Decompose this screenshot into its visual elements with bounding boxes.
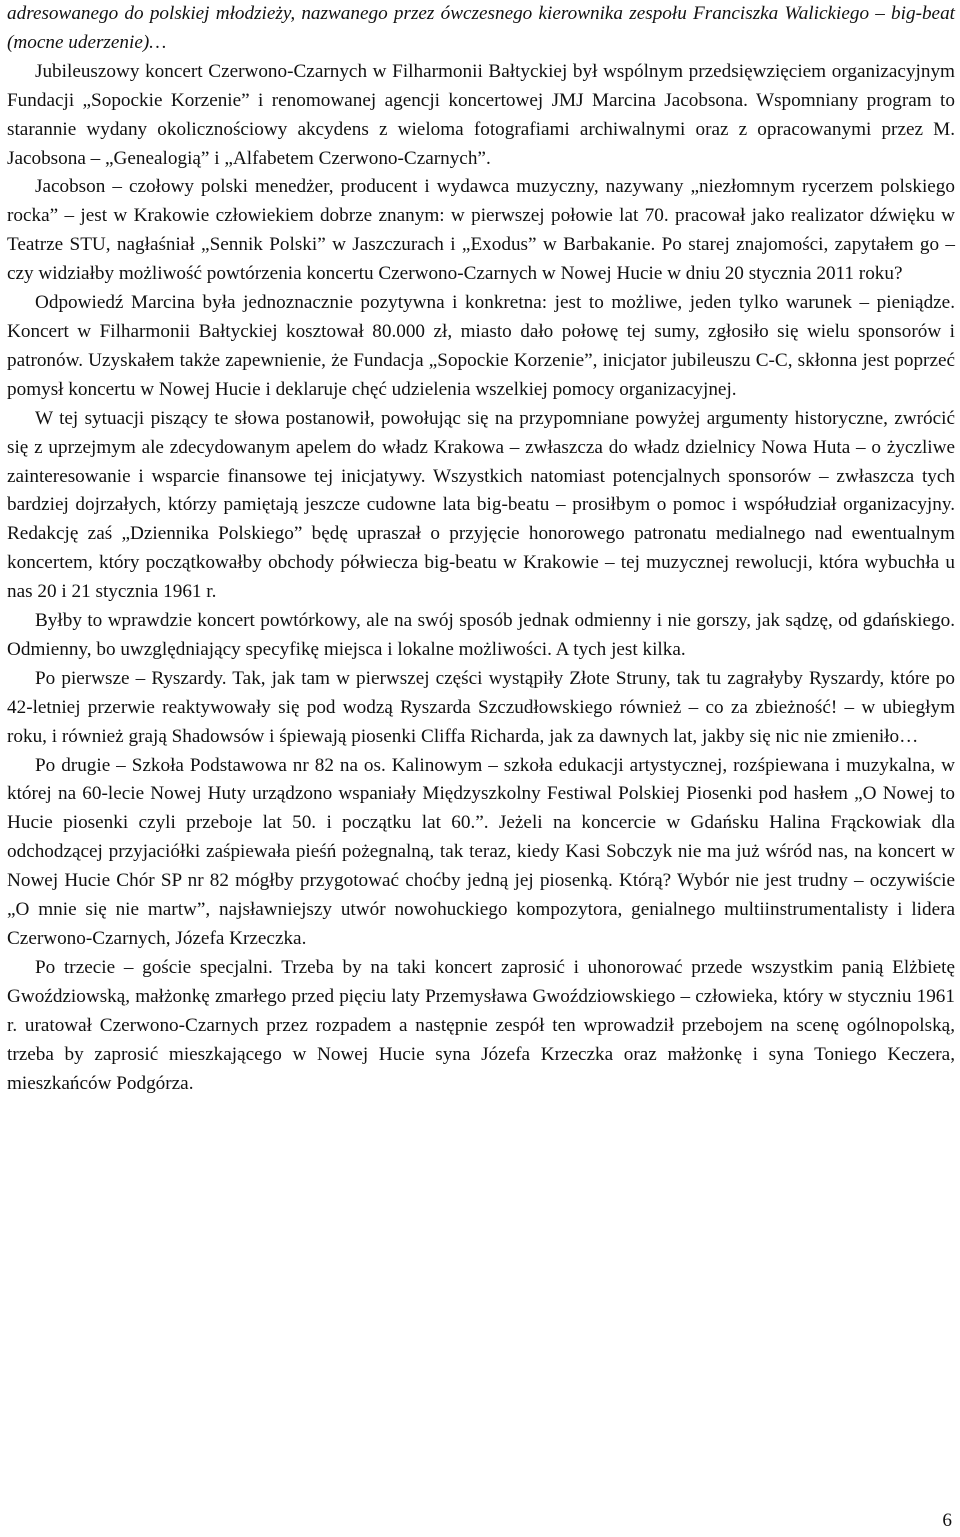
paragraph-continued: adresowanego do polskiej młodzieży, nazwanego przez ówczesnego kierownika zespołu Franciszka Walickiego – big-beat (mocne uderzenie)… [7,3,955,53]
paragraph-first-ryszardy: Po pierwsze – Ryszardy. Tak, jak tam w pierwszej części wystąpiły Złote Struny, tak tu zagrałyby Ryszardy, które po 42-letniej przerwie reaktywowały się pod wodzą Ryszarda Szczudłowskiego również – co za zbieżność! – w ubiegłym roku, i również grają Shadowsów i śpiewają piosenki Cliffa Richarda, jak za dawnych lat, jakby się nic nie zmieniło… [7,667,955,747]
paragraph-repeat-concert: Byłby to wprawdzie koncert powtórkowy, ale na swój sposób jednak odmienny i nie gorszy, jak sądzę, od gdańskiego. Odmienny, bo uwzględniający specyfikę miejsca i lokalne możliwości. A tych jest kilka. [7,610,955,660]
paragraph-jubilee-concert: Jubileuszowy koncert Czerwono-Czarnych w Filharmonii Bałtyckiej był wspólnym przedsięwzięciem organizacyjnym Fundacji „Sopockie Korzenie” i renomowanej agencji koncertowej JMJ Marcina Jacobsona. Wspomniany program to starannie wydany okolicznościowy akcydens z wieloma fotografiami archiwalnymi oraz z opracowanymi przez M. Jacobsona – „Genealogią” i „Alfabetem Czerwono-Czarnych”. [7,60,955,169]
paragraph-answer: Odpowiedź Marcina była jednoznacznie pozytywna i konkretna: jest to możliwe, jeden tylko warunek – pieniądze. Koncert w Filharmonii Bałtyckiej kosztował 80.000 zł, miasto dało połowę tej sumy, zgłosiło się wielu sponsorów i patronów. Uzyskałem także zapewnienie, że Fundacja „Sopockie Korzenie”, inicjator jubileuszu C-C, skłonna jest poprzeć pomysł koncertu w Nowej Hucie i deklaruje chęć udzielenia wszelkiej pomocy organizacyjnej. [7,292,955,400]
paragraph-appeal: W tej sytuacji piszący te słowa postanowił, powołując się na przypomniane powyżej argumenty historyczne, zwrócić się z uprzejmym ale zdecydowanym apelem do władz Krakowa – zwłaszcza do władz dzielnicy Nowa Huta – o życzliwe zainteresowanie i wsparcie finansowe tej inicjatywy. Wszystkich natomiast potencjalnych sponsorów – zwłaszcza tych bardziej dojrzałych, którzy pamiętają jeszcze cudowne lata big-beatu – prosiłbym o pomoc i współudział organizacyjny. Redakcję zaś „Dziennika Polskiego” będę upraszał o przyjęcie honorowego patronatu medialnego nad ewentualnym koncertem, który początkowałby obchody półwiecza big-beatu w Krakowie – tej muzycznej rewolucji, która wybuchła u nas 20 i 21 stycznia 1961 r. [7,407,955,603]
paragraph-jacobson: Jacobson – czołowy polski menedżer, producent i wydawca muzyczny, nazywany „niezłomnym rycerzem polskiego rocka” – jest w Krakowie człowiekiem dobrze znanym: w pierwszej połowie lat 70. pracował jako realizator dźwięku w Teatrze STU, nagłaśniał „Sennik Polski” w Jaszczurach i „Exodus” w Barbakanie. Po starej znajomości, zapytałem go – czy widziałby możliwość powtórzenia koncertu Czerwono-Czarnych w Nowej Hucie w dniu 20 stycznia 2011 roku? [7,176,955,285]
paragraph-third-guests: Po trzecie – goście specjalni. Trzeba by na taki koncert zaprosić i uhonorować przede wszystkim panią Elżbietę Gwoździowską, małżonkę zmarłego przed pięciu laty Przemysława Gwoździowskiego – człowieka, który w styczniu 1961 r. uratował Czerwono-Czarnych przez rozpadem a następnie zespół ten wprowadził przebojem na scenę ogólnopolską, trzeba by zaprosić mieszkającego w Nowej Hucie syna Józefa Krzeczka oraz małżonkę i syna Toniego Keczera, mieszkańców Podgórza. [7,956,955,1094]
article-body [7,0,955,1098]
page-number: 6 [942,1510,952,1531]
paragraph-second-school: Po drugie – Szkoła Podstawowa nr 82 na os. Kalinowym – szkoła edukacji artystycznej, rozśpiewana i muzykalna, w której na 60-lecie Nowej Huty urządzono wspaniały Międzyszkolny Festiwal Polskiej Piosenki pod hasłem „O Nowej to Hucie piosenki czyli przeboje lat 50. i początku lat 60.”. Jeżeli na koncercie w Gdańsku Halina Frąckowiak dla odchodzącej przyjaciółki zaśpiewała pieśń pożegnalną, tak teraz, kiedy Kasi Sobczyk nie ma już wśród nas, na koncert w Nowej Hucie Chór SP nr 82 mógłby przygotować choćby jedną jej piosenką. Którą? Wybór nie jest trudny – oczywiście „O mnie się nie martw”, najsławniejszy utwór nowohuckiego kompozytora, genialnego multiinstrumentalisty i lidera Czerwono-Czarnych, Józefa Krzeczka. [7,754,955,949]
